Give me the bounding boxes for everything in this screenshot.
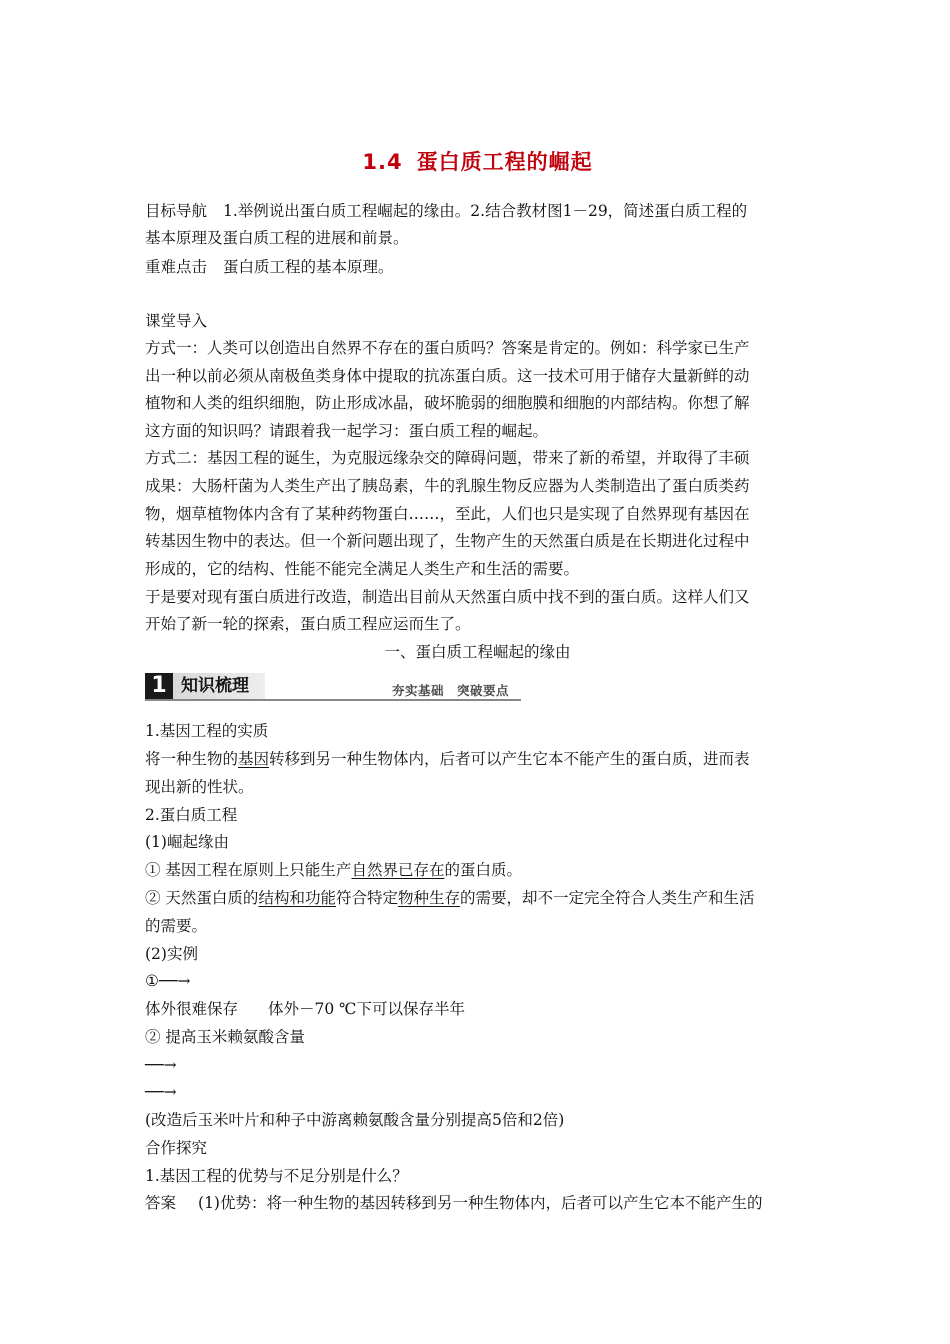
k-example1-after: 体外－70 ℃下可以保存半年 <box>268 1000 466 1018</box>
intro-heading: 课堂导入 <box>145 312 208 330</box>
k-example2-arrow-2: ──→ <box>145 1083 177 1101</box>
focus-line <box>145 256 394 278</box>
k-cause2-blank-2: 物种生存 <box>397 889 460 907</box>
k-example1-arrow: ①──→ <box>145 972 191 990</box>
goals-line-1 <box>145 200 747 222</box>
k-example2: ② 提高玉米赖氨酸含量 <box>145 1028 305 1046</box>
coop-question-1: 1.基因工程的优势与不足分别是什么？ <box>145 1167 408 1185</box>
intro-line-7: 物，烟草植物体内含有了某种药物蛋白……，至此，人们也只是实现了自然界现有基因在 <box>145 505 750 523</box>
k-item1-line2: 现出新的性状。 <box>145 778 254 796</box>
focus-text: 蛋白质工程的基本原理。 <box>223 258 394 276</box>
banner-subtitle: 夯实基础 突破要点 <box>392 683 510 698</box>
k-cause1-text-a: ① 基因工程在原则上只能生产 <box>145 861 352 879</box>
k-sub1: (1)崛起缘由 <box>145 833 229 851</box>
intro-line-1: 方式一：人类可以创造出自然界不存在的蛋白质吗？答案是肯定的。例如：科学家已生产 <box>145 339 750 357</box>
intro-line-9: 形成的，它的结构、性能不能完全满足人类生产和生活的需要。 <box>145 560 580 578</box>
goals-label: 目标导航 <box>145 202 208 220</box>
focus-label: 重难点击 <box>145 258 208 276</box>
k-cause1 <box>145 859 522 881</box>
title-number: 1.4 <box>362 150 403 174</box>
intro-line-2: 出一种以前必须从南极鱼类身体中提取的抗冻蛋白质。这一技术可用于储存大量新鲜的动 <box>145 367 750 385</box>
coop-answer-1 <box>145 1192 762 1214</box>
goals-line-2: 基本原理及蛋白质工程的进展和前景。 <box>145 229 409 247</box>
intro-line-3: 植物和人类的组织细胞，防止形成冰晶，破坏脆弱的细胞膜和细胞的内部结构。你想了解 <box>145 394 750 412</box>
k-cause2-line2: 的需要。 <box>145 917 208 935</box>
k-cause1-text-b: 的蛋白质。 <box>444 861 522 879</box>
k-item1-blank: 基因 <box>238 750 270 768</box>
k-sub2: (2)实例 <box>145 945 198 963</box>
k-cause2-text-c: 的需要，却不一定完全符合人类生产和生活 <box>459 889 755 907</box>
intro-line-6: 成果：大肠杆菌为人类生产出了胰岛素，牛的乳腺生物反应器为人类制造出了蛋白质类药 <box>145 477 750 495</box>
banner-number: 1 <box>145 673 173 699</box>
k-cause2-text-a: ② 天然蛋白质的 <box>145 889 259 907</box>
intro-line-11: 开始了新一轮的探索，蛋白质工程应运而生了。 <box>145 615 471 633</box>
k-cause2-blank-1: 结构和功能 <box>258 889 336 907</box>
k-cause1-blank: 自然界已存在 <box>351 861 445 879</box>
k-item1-line1 <box>145 748 750 770</box>
answer-label: 答案 <box>145 1194 177 1212</box>
answer-text: (1)优势：将一种生物的基因转移到另一种生物体内，后者可以产生它本不能产生的 <box>198 1194 763 1212</box>
k-cause2-text-b: 符合特定 <box>335 889 398 907</box>
section-title: 一、蛋白质工程崛起的缘由 <box>384 643 571 661</box>
intro-line-10: 于是要对现有蛋白质进行改造，制造出目前从天然蛋白质中找不到的蛋白质。这样人们又 <box>145 588 750 606</box>
k-example1-before: 体外很难保存 <box>145 1000 239 1018</box>
goals-text-1: 1.举例说出蛋白质工程崛起的缘由。2.结合教材图1－29，简述蛋白质工程的 <box>223 202 748 220</box>
k-item2-title: 2.蛋白质工程 <box>145 806 238 824</box>
k-item1-text-a: 将一种生物的 <box>145 750 239 768</box>
banner-rule <box>145 699 521 701</box>
knowledge-banner <box>145 673 521 703</box>
k-cause2 <box>145 887 755 909</box>
title-text: 蛋白质工程的崛起 <box>416 150 593 174</box>
k-example2-note: (改造后玉米叶片和种子中游离赖氨酸含量分别提高5倍和2倍) <box>145 1111 565 1129</box>
k-item1-title: 1.基因工程的实质 <box>145 722 269 740</box>
k-example1 <box>145 998 465 1020</box>
intro-line-5: 方式二：基因工程的诞生，为克服远缘杂交的障碍问题，带来了新的希望，并取得了丰硕 <box>145 449 750 467</box>
banner-label: 知识梳理 <box>173 673 265 699</box>
page-title <box>145 146 810 176</box>
intro-line-8: 转基因生物中的表达。但一个新问题出现了，生物产生的天然蛋白质是在长期进化过程中 <box>145 532 750 550</box>
coop-heading: 合作探究 <box>145 1139 208 1157</box>
k-example2-arrow-1: ──→ <box>145 1056 177 1074</box>
intro-line-4: 这方面的知识吗？请跟着我一起学习：蛋白质工程的崛起。 <box>145 422 549 440</box>
k-item1-text-b: 转移到另一种生物体内，后者可以产生它本不能产生的蛋白质，进而表 <box>269 750 750 768</box>
